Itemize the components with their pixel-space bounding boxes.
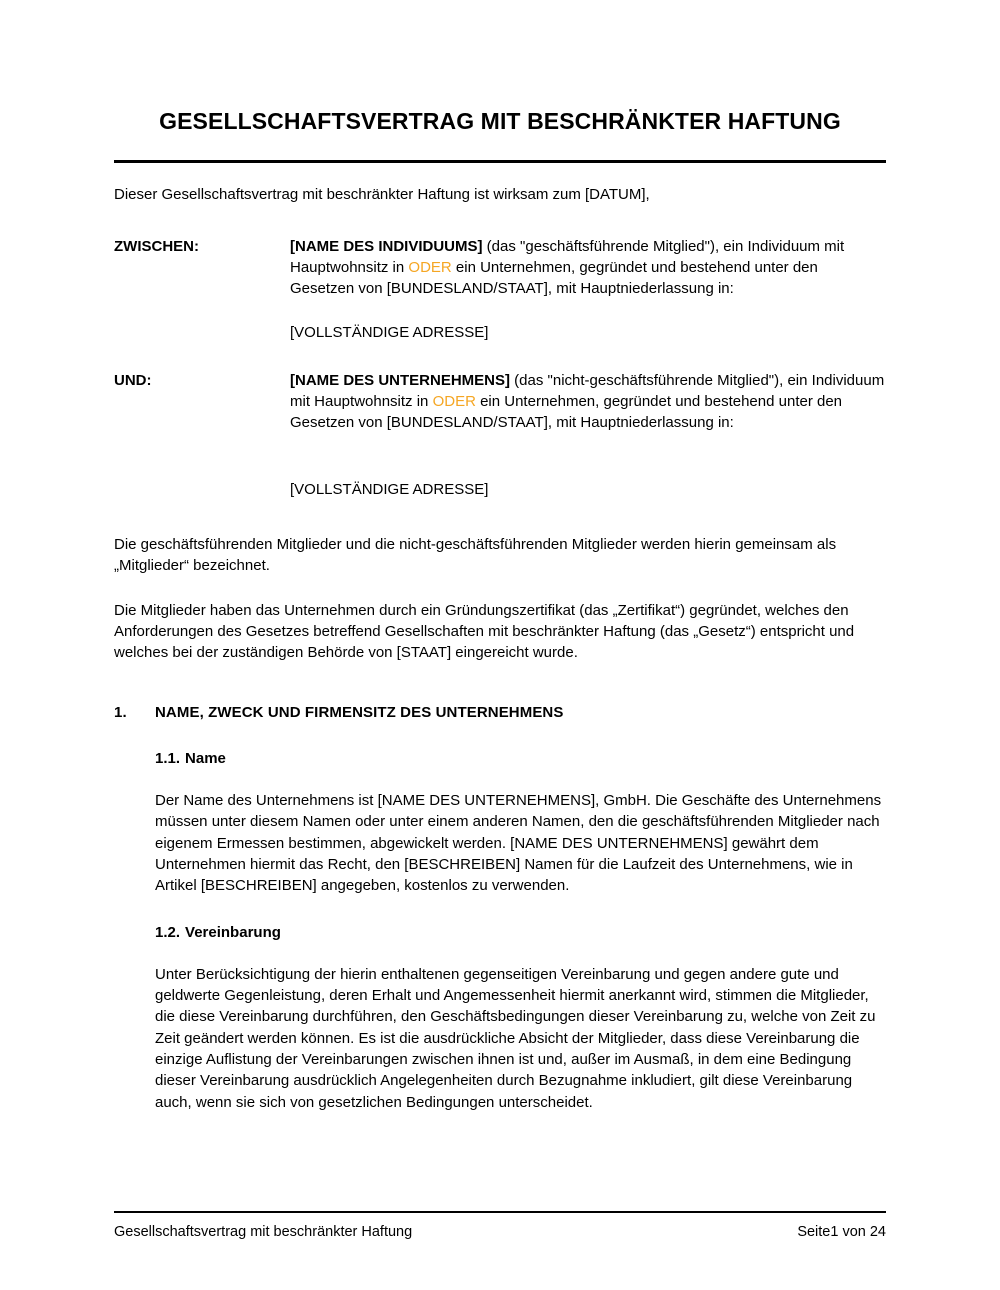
subsection-1-2-heading bbox=[155, 922, 886, 943]
subsection-1-1-heading bbox=[155, 748, 886, 769]
section-1 bbox=[114, 702, 886, 1113]
or-token-2: ODER bbox=[432, 393, 476, 411]
recital-paragraph-2: Die Mitglieder haben das Unternehmen durch ein Gründungszertifikat (das „Zertifikat“) gegründet, welches den Anforderungen des Gesetzes betreffend Gesellschaften mit beschränkter Haftung (das „Gesetz“) entspricht und welches bei der zuständigen Behörde von [STAAT] eingereicht wurde. bbox=[114, 601, 855, 662]
subsection-1-1-number: 1.1. bbox=[155, 749, 181, 767]
party-label-and: UND: bbox=[114, 371, 152, 389]
subsection-1-2-body: Unter Berücksichtigung der hierin enthaltenen gegenseitigen Vereinbarung und gegen andere gute und geldwerte Gegenleistung, deren Erhalt und Angemessenheit hiermit anerkannt wird, stimmen die Mitglieder, die diese Vereinbarung durchführen, den Geschäftsbedingungen dieser Vereinbarung zu, welche von Zeit zu Zeit geändert werden können. Es ist die ausdrückliche Absicht der Mitglieder, dass diese Vereinbarung die einzige Auflistung der Vereinbarungen zwischen ihnen ist und, außer im Ausmaß, in dem eine Bedingung dieser Vereinbarung ausdrücklich Angelegenheiten durch Bezugnahme inkludiert, gilt diese Vereinbarung auch, wenn sie sich von gesetzlichen Bedingungen unterscheidet. bbox=[155, 965, 876, 1111]
footer-divider bbox=[114, 1211, 886, 1213]
subsection-1-2-title: Vereinbarung bbox=[185, 923, 281, 941]
recitals-block bbox=[114, 534, 886, 663]
document-content bbox=[114, 0, 886, 1128]
party-row-between bbox=[114, 236, 886, 300]
or-token-1: ODER bbox=[408, 258, 452, 276]
party-name-company: [NAME DES UNTERNEHMENS] bbox=[290, 371, 511, 389]
party-label-between: ZWISCHEN: bbox=[114, 237, 199, 255]
party-text-and bbox=[290, 370, 886, 434]
section-1-title: NAME, ZWECK UND FIRMENSITZ DES UNTERNEHMENS bbox=[155, 703, 564, 721]
subsection-1-2 bbox=[155, 922, 886, 1113]
party-text-between bbox=[290, 236, 886, 300]
spacer bbox=[114, 434, 886, 479]
footer-document-name: Gesellschaftsvertrag mit beschränkter Haftung bbox=[114, 1223, 413, 1240]
party-address-2: [VOLLSTÄNDIGE ADRESSE] bbox=[290, 480, 489, 498]
spacer bbox=[114, 343, 886, 370]
section-1-heading bbox=[114, 702, 886, 723]
footer-page-number: Seite1 von 24 bbox=[797, 1223, 886, 1240]
intro-paragraph: Dieser Gesellschaftsvertrag mit beschränkter Haftung ist wirksam zum [DATUM], bbox=[114, 186, 650, 204]
subsection-1-1-body: Der Name des Unternehmens ist [NAME DES UNTERNEHMENS], GmbH. Die Geschäfte des Unternehmens müssen unter diesem Namen oder unter einem anderen Namen, den die geschäftsführenden Mitglieder nach eigenem Ermessen bestimmen, abgewickelt werden. [NAME DES UNTERNEHMENS] gewährt dem Unternehmen hiermit das Recht, den [BESCHREIBEN] Namen für die Laufzeit des Unternehmens, wie in Artikel [BESCHREIBEN] angegeben, kostenlos zu verwenden. bbox=[155, 792, 882, 895]
footer-row bbox=[114, 1222, 886, 1242]
party-address-1: [VOLLSTÄNDIGE ADRESSE] bbox=[290, 323, 489, 341]
page-footer bbox=[114, 1211, 886, 1242]
recital-paragraph-1: Die geschäftsführenden Mitglieder und die nicht-geschäftsführenden Mitglieder werden hierin gemeinsam als „Mitglieder“ bezeichnet. bbox=[114, 536, 837, 575]
parties-block bbox=[114, 236, 886, 500]
spacer bbox=[114, 300, 886, 322]
subsection-1-1 bbox=[155, 748, 886, 897]
subsection-1-2-number: 1.2. bbox=[155, 923, 181, 941]
title-divider bbox=[114, 160, 886, 163]
party-text-before-or-2: (das "nicht-geschäftsführende Mitglied"), ein Individuum mit Hauptwohnsitz in bbox=[290, 371, 885, 411]
page-title: GESELLSCHAFTSVERTRAG MIT BESCHRÄNKTER HAFTUNG bbox=[159, 108, 841, 134]
section-1-number: 1. bbox=[114, 703, 127, 721]
party-text-after-or-2: ein Unternehmen, gegründet und bestehend unter den Gesetzen von [BUNDESLAND/STAAT], mit Hauptniederlassung in: bbox=[290, 393, 843, 432]
party-name-individual: [NAME DES INDIVIDUUMS] bbox=[290, 237, 483, 255]
party-row-and bbox=[114, 370, 886, 434]
party-text-after-or-1: ein Unternehmen, gegründet und bestehend unter den Gesetzen von [BUNDESLAND/STAAT], mit Hauptniederlassung in: bbox=[290, 258, 818, 298]
subsection-1-1-title: Name bbox=[185, 749, 226, 767]
party-text-before-or-1: (das "geschäftsführende Mitglied"), ein Individuum mit Hauptwohnsitz in bbox=[290, 237, 845, 276]
